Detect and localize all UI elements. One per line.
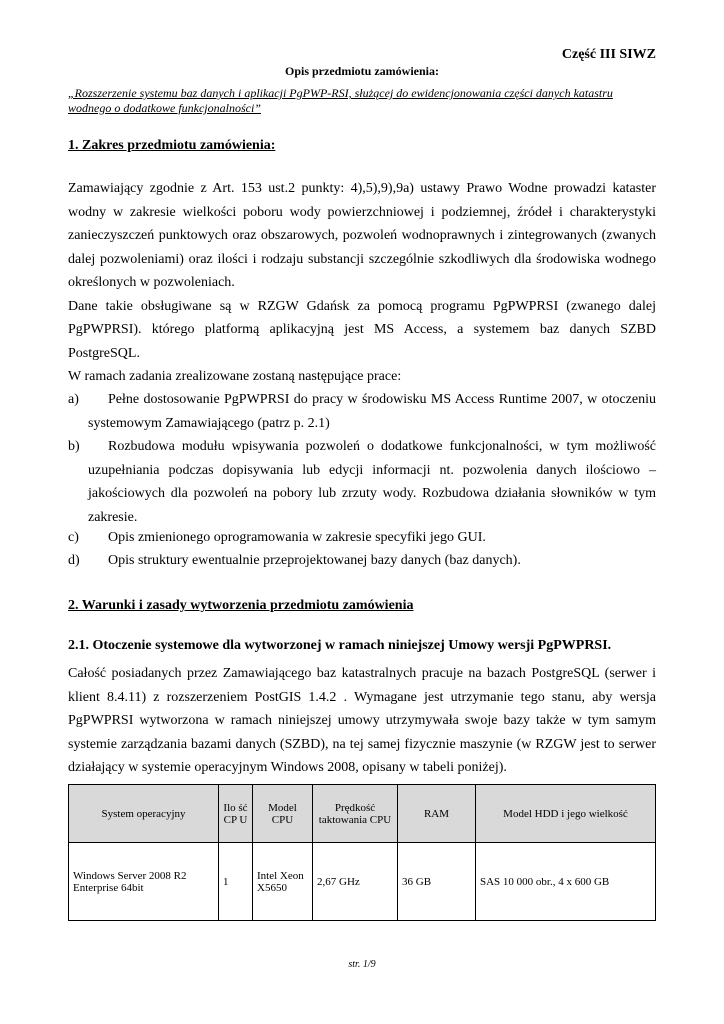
- list-item-text: Pełne dostosowanie PgPWPRSI do pracy w środowisku MS Access Runtime 2007, w otoczeniu systemowym Zamawiającego (patrz p. 2.1): [88, 392, 656, 431]
- order-title-quote: „Rozszerzenie systemu baz danych i aplikacji PgPWP-RSI, służącej do ewidencjonowania części danych katastru wodnego o dodatkowe funkcjonalności”: [68, 86, 613, 115]
- section-2-heading: 2. Warunki i zasady wytworzenia przedmiotu zamówienia: [68, 598, 414, 613]
- section-2-1-paragraph: Całość posiadanych przez Zamawiającego baz katastralnych pracuje na bazach PostgreSQL (serwer i klient 8.4.11) z rozszerzeniem PostGIS 1.4.2 . Wymagane jest utrzymanie tego stanu, aby wersja PgPWPRSI wytworzona w ramach niniejszej umowy utrzymywała swoje bazy także w tym samym systemie zarządzania bazami danych (SZBD), na tej samej fizycznie maszynie (w RZGW jest to serwer działający w systemie operacyjnym Windows 2008, opisany w tabeli poniżej).: [68, 666, 656, 775]
- list-item: [68, 388, 656, 435]
- list-item: [68, 435, 656, 529]
- section-1-paragraph-1: [68, 177, 656, 365]
- table-cell: SAS 10 000 obr., 4 x 600 GB: [476, 843, 656, 921]
- column-header: RAM: [398, 785, 476, 843]
- list-item-label: c): [68, 530, 79, 545]
- column-header: Model HDD i jego wielkość: [476, 785, 656, 843]
- list-item-label: a): [68, 392, 79, 407]
- list-item-text: Rozbudowa modułu wpisywania pozwoleń o dodatkowe funkcjonalności, w tym możliwość uzupełniania podczas dopisywania lub edycji informacji nt. pozwolenia danych ilościowo – jakościowych dla pozwoleń na pobory lub zrzuty wody. Rozbudowa działania słowników w tym zakresie.: [88, 439, 656, 525]
- paragraph-text: Dane takie obsługiwane są w RZGW Gdańsk za pomocą programu PgPWPRSI (zwanego dalej PgPWPRSI). którego platformą aplikacyjną jest MS Access, a systemem baz danych SZBD PostgreSQL.: [68, 298, 656, 361]
- table-row: [69, 843, 656, 921]
- column-header: Ilo ść CP U: [219, 785, 253, 843]
- tasks-intro: W ramach zadania zrealizowane zostaną następujące prace:: [68, 369, 402, 384]
- table-header-row: [69, 785, 656, 843]
- paragraph-text: Zamawiający zgodnie z Art. 153 ust.2 punkty: 4),5),9),9a) ustawy Prawo Wodne prowadzi kataster wodny w zakresie wielkości poboru wody powierzchniowej i podziemnej, źródeł i charakterystyki zanieczyszczeń punktowych oraz obszarowych, pozwoleń wodnoprawnych i zintegrowanych (zwanych dalej pozwoleniami) oraz ilości i rodzaju substancji szczególnie szkodliwych dla środowiska wodnego określonych w pozwoleniach.: [68, 181, 656, 290]
- hardware-table: [68, 784, 656, 921]
- list-item-label: b): [68, 439, 80, 454]
- document-part-label: Część III SIWZ: [561, 47, 656, 62]
- table-cell: 1: [219, 843, 253, 921]
- table-cell: 36 GB: [398, 843, 476, 921]
- column-header: Prędkość taktowania CPU: [313, 785, 398, 843]
- table-cell: Windows Server 2008 R2 Enterprise 64bit: [69, 843, 219, 921]
- list-item-text: Opis struktury ewentualnie przeprojektowanej bazy danych (baz danych).: [108, 553, 521, 568]
- list-item: [68, 549, 656, 573]
- table-cell: 2,67 GHz: [313, 843, 398, 921]
- page-number: str. 1/9: [348, 959, 376, 970]
- list-item-text: Opis zmienionego oprogramowania w zakresie specyfiki jego GUI.: [108, 530, 486, 545]
- section-2-1-heading: 2.1. Otoczenie systemowe dla wytworzonej w ramach niniejszej Umowy wersji PgPWPRSI.: [68, 638, 612, 653]
- list-item-label: d): [68, 553, 80, 568]
- section-1-heading: 1. Zakres przedmiotu zamówienia:: [68, 138, 276, 153]
- list-item: [68, 526, 656, 550]
- table-cell: Intel Xeon X5650: [253, 843, 313, 921]
- column-header: System operacyjny: [69, 785, 219, 843]
- column-header: Model CPU: [253, 785, 313, 843]
- document-subtitle: Opis przedmiotu zamówienia:: [285, 64, 439, 78]
